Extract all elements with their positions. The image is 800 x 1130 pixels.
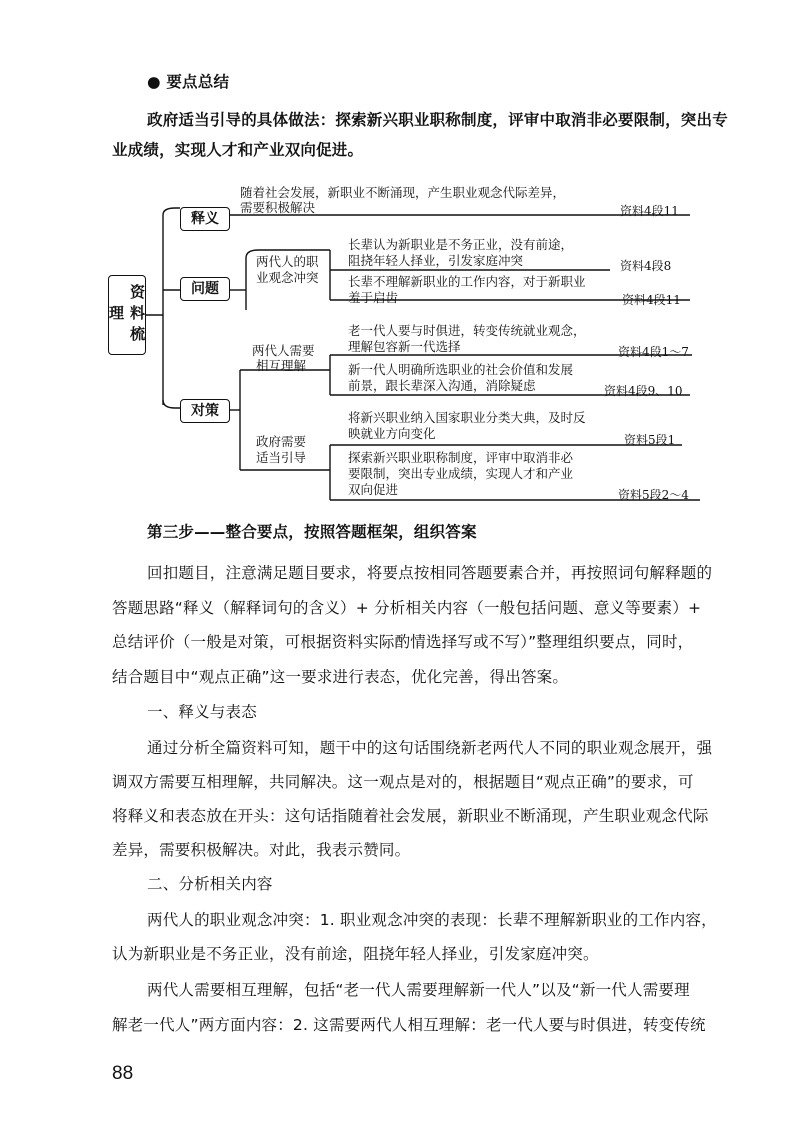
duice-item1-2: 理解包容新一代选择 (348, 339, 461, 354)
wenti-item1-ref: 资料4段8 (620, 259, 672, 273)
duice-item4-1: 探索新兴职业职称制度，评审中取消非必 (348, 450, 574, 465)
p2-line-1: 通过分析全篇资料可知，题干中的这句话围绕新老两代人不同的职业观念展开，强 (147, 739, 713, 757)
duice-item2-1: 新一代人明确所选职业的社会价值和发展 (348, 362, 574, 377)
duice-item2-2: 前景，跟长辈深入沟通，消除疑虑 (348, 378, 536, 393)
branch-shiyi: 释义 (180, 207, 230, 231)
p2-line-2: 调双方需要互相理解，共同解决。这一观点是对的，根据题目“观点正确”的要求，可 (112, 773, 694, 791)
p2-line-4: 差异，需要积极解决。对此，我表示赞同。 (112, 841, 411, 859)
root-node: 资料梳理 (108, 275, 146, 355)
wenti-item2-1: 长辈不理解新职业的工作内容，对于新职业 (348, 274, 586, 289)
summary-line-2: 业成绩，实现人才和产业双向促进。 (112, 141, 364, 159)
shiyi-ref: 资料4段11 (620, 204, 679, 218)
duice-item3-1: 将新兴职业纳入国家职业分类大典，及时反 (348, 410, 586, 425)
step3-heading: 第三步——整合要点，按照答题框架，组织答案 (147, 523, 477, 541)
duice-item3-ref: 资料5段1 (624, 433, 676, 447)
wenti-sub-2: 业观念冲突 (256, 270, 319, 285)
summary-line-1: 政府适当引导的具体做法：探索新兴职业职称制度，评审中取消非必要限制，突出专 (147, 111, 728, 129)
wenti-item2-2: 羞于启齿 (348, 290, 399, 305)
duice-sub2-1: 政府需要 (256, 434, 307, 449)
shiyi-text-1: 随着社会发展，新职业不断涌现，产生职业观念代际差异， (240, 185, 566, 200)
p2-line-3: 将释义和表态放在开头：这句话指随着社会发展，新职业不断涌现，产生职业观念代际 (112, 807, 709, 825)
branch-duice: 对策 (180, 399, 230, 423)
duice-item3-2: 映就业方向变化 (348, 426, 436, 441)
wenti-sub-1: 两代人的职 (256, 254, 319, 269)
shiyi-text-2: 需要积极解决 (240, 200, 316, 215)
wenti-item2-ref: 资料4段11 (622, 293, 681, 307)
duice-sub1-1: 两代人需要 (252, 343, 315, 358)
wenti-item1-1: 长辈认为新职业是不务正业，没有前途， (348, 237, 574, 252)
p4-line-1: 两代人需要相互理解，包括“老一代人需要理解新一代人”以及“新一代人需要理 (147, 981, 690, 999)
duice-sub1-2: 相互理解 (256, 358, 307, 373)
p1-line-2: 答题思路“释义（解释词句的含义）+ 分析相关内容（一般包括问题、意义等要素）+ (112, 599, 702, 617)
page-number: 88 (112, 1063, 134, 1084)
p1-line-3: 总结评价（一般是对策，可根据资料实际酌情选择写或不写）”整理组织要点，同时， (112, 633, 694, 651)
bullet-icon: ● (147, 73, 161, 91)
p4-line-2: 解老一代人”两方面内容：2. 这需要两代人相互理解：老一代人要与时俱进，转变传统 (112, 1016, 706, 1034)
wenti-item1-2: 阻挠年轻人择业，引发家庭冲突 (348, 253, 524, 268)
duice-item4-2: 要限制，突出专业成绩，实现人才和产业 (348, 466, 574, 481)
section-heading-1: 一、释义与表态 (147, 703, 257, 721)
p3-line-1: 两代人的职业观念冲突：1. 职业观念冲突的表现：长辈不理解新职业的工作内容， (147, 911, 717, 929)
duice-item2-ref: 资料4段9、10 (604, 384, 683, 398)
duice-item4-ref: 资料5段2～4 (618, 488, 689, 502)
section-heading-2: 二、分析相关内容 (147, 875, 273, 893)
duice-item4-3: 双向促进 (348, 482, 399, 497)
duice-item1-ref: 资料4段1～7 (618, 345, 689, 359)
duice-sub2-2: 适当引导 (256, 450, 307, 465)
p3-line-2: 认为新职业是不务正业，没有前途，阻挠年轻人择业，引发家庭冲突。 (112, 945, 599, 963)
p1-line-1: 回扣题目，注意满足题目要求，将要点按相同答题要素合并，再按照词句解释题的 (147, 564, 713, 582)
p1-line-4: 结合题目中“观点正确”这一要求进行表态，优化完善，得出答案。 (112, 668, 569, 686)
duice-item1-1: 老一代人要与时俱进，转变传统就业观念， (348, 323, 586, 338)
branch-wenti: 问题 (180, 277, 230, 301)
summary-title: 要点总结 (166, 73, 230, 91)
